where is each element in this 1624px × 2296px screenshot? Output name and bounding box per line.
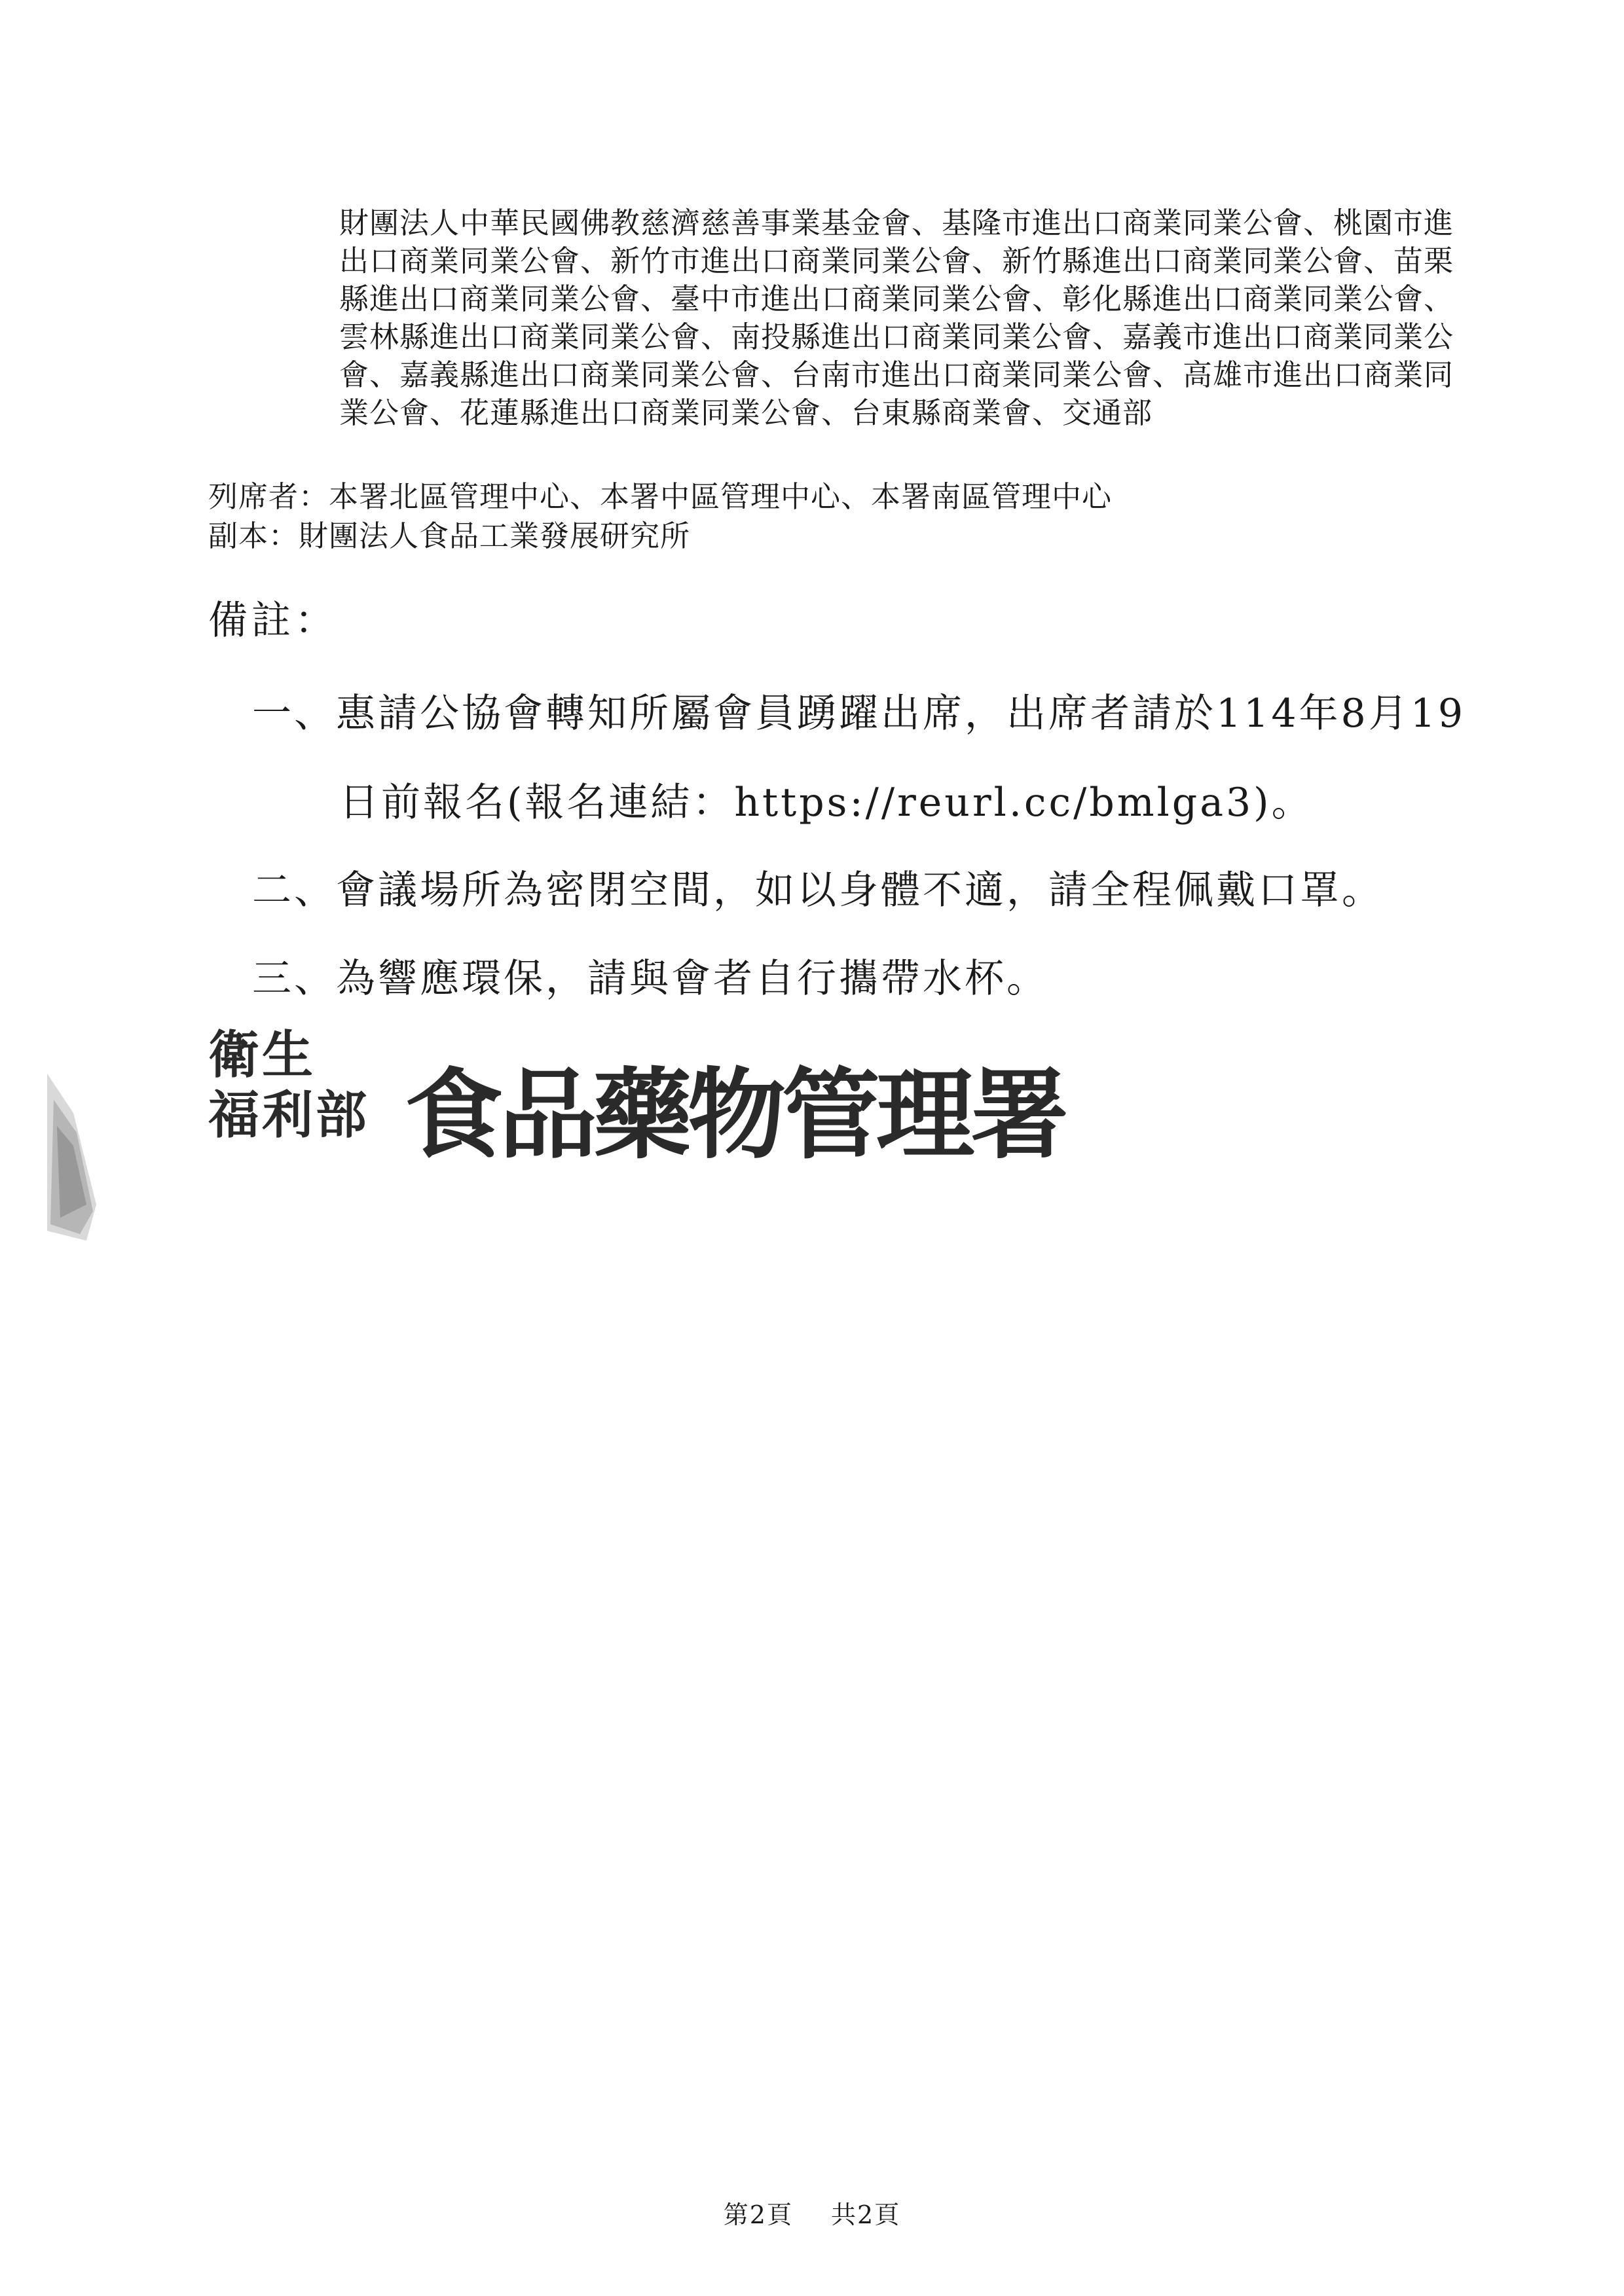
- remark-item-2: 二、會議場所為密閉空間，如以身體不適，請全程佩戴口罩。: [252, 867, 1384, 913]
- page-number: 第2頁: [723, 2200, 793, 2229]
- recipients-list: 財團法人中華民國佛教慈濟慈善事業基金會、基隆市進出口商業同業公會、桃園市進出口商業同業公會、新竹市進出口商業同業公會、新竹縣進出口商業同業公會、苗栗縣進出口商業同業公會、臺中市進出口商業同業公會、彰化縣進出口商業同業公會、雲林縣進出口商業同業公會、南投縣進出口商業同業公會、嘉義市進出口商業同業公會、嘉義縣進出口商業同業公會、台南市進出口商業同業公會、高雄市進出口商業同業公會、花蓮縣進出口商業同業公會、台東縣商業會、交通部: [339, 206, 1454, 430]
- copy-to-line: 副本：財團法人食品工業發展研究所: [208, 519, 691, 553]
- seal-small-bottom: 福利部: [208, 1085, 370, 1145]
- partial-stamp-edge: [41, 1074, 100, 1244]
- remark-item-3: 三、為響應環保，請與會者自行攜帶水杯。: [252, 956, 1048, 1002]
- remark-item-1-line-2: 日前報名(報名連結：https://reurl.cc/bmlga3)。: [339, 780, 1314, 826]
- page-footer: [0, 2198, 1624, 2231]
- remark-item-1-line-1: 一、惠請公協會轉知所屬會員踴躍出席，出席者請於114年8月19: [252, 691, 1466, 737]
- seal-small-top: 衛生: [208, 1025, 316, 1085]
- seal-main-name: 食品藥物管理署: [405, 1057, 1065, 1173]
- page-total: 共2頁: [831, 2200, 901, 2229]
- agency-seal-signature: [208, 1021, 1065, 1178]
- attendees-line: 列席者：本署北區管理中心、本署中區管理中心、本署南區管理中心: [208, 479, 1113, 514]
- remarks-title: 備註：: [208, 598, 338, 644]
